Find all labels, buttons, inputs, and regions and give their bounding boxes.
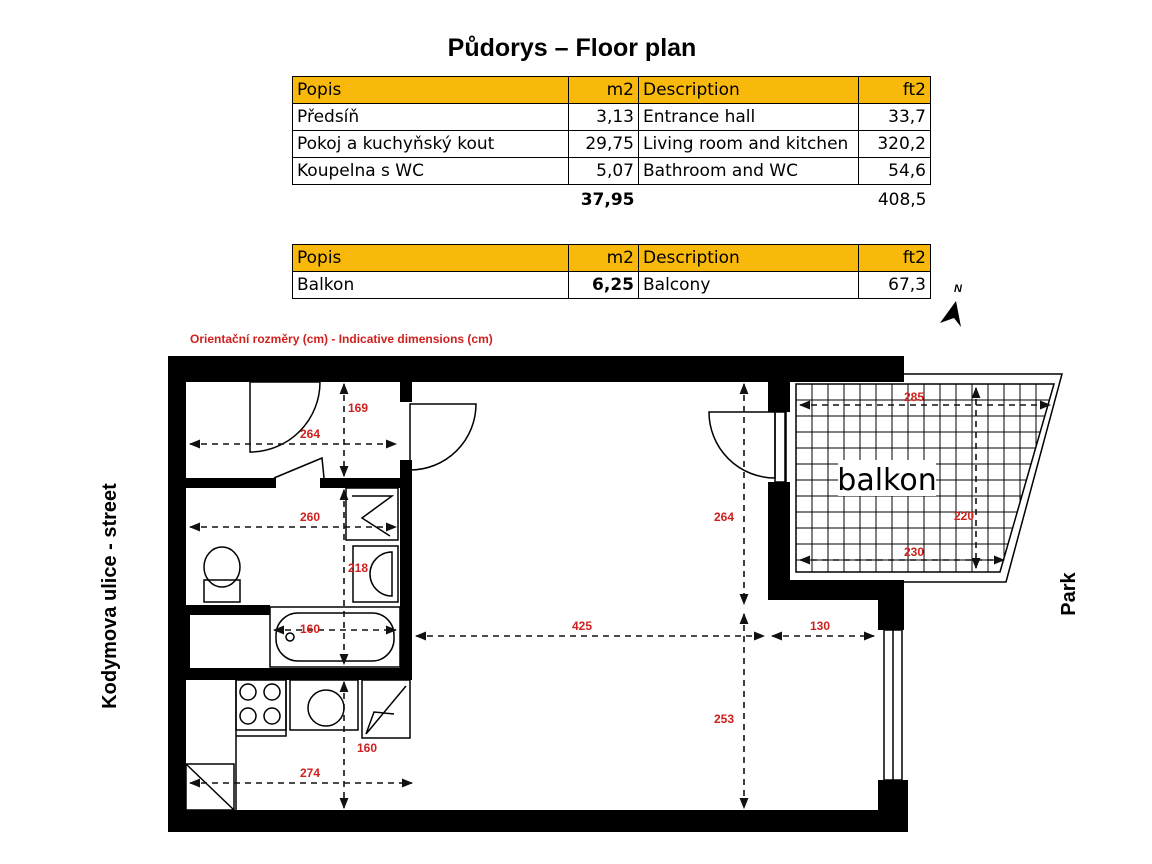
north-arrow	[940, 283, 963, 327]
doors	[250, 382, 775, 478]
cell-description: Entrance hall	[639, 104, 859, 131]
header-description: Description	[639, 77, 859, 104]
cell-m2: 3,13	[569, 104, 639, 131]
dim-nook-width: 130	[809, 619, 831, 633]
header-m2: m2	[569, 77, 639, 104]
cell-popis: Koupelna s WC	[293, 158, 569, 185]
door-living	[410, 404, 476, 470]
cell-popis: Pokoj a kuchyňský kout	[293, 131, 569, 158]
bathtub	[270, 607, 400, 667]
cell-m2: 5,07	[569, 158, 639, 185]
park-label: Park	[1058, 572, 1080, 616]
cell-m2: 6,25	[569, 272, 639, 299]
dim-balcony-height: 220	[953, 509, 975, 523]
balcony-label: balkon	[837, 463, 937, 498]
cell-description: Balcony	[639, 272, 859, 299]
dim-living-height-top: 264	[713, 510, 735, 524]
cell-popis: Balkon	[293, 272, 569, 299]
sink	[290, 680, 358, 730]
dim-kitchen-width: 274	[299, 766, 321, 780]
dim-balcony-top: 285	[903, 390, 925, 404]
total-ft2: 408,5	[877, 190, 927, 210]
cell-description: Bathroom and WC	[639, 158, 859, 185]
cell-ft2: 320,2	[859, 131, 931, 158]
plan-subtitle: Orientační rozměry (cm) - Indicative dimensions (cm)	[190, 332, 493, 346]
boiler-icon	[352, 496, 392, 536]
dim-tub-width: 160	[299, 622, 321, 636]
dim-living-width: 425	[571, 619, 593, 633]
cell-ft2: 33,7	[859, 104, 931, 131]
header-description: Description	[639, 245, 859, 272]
dim-bathroom-width: 260	[299, 510, 321, 524]
header-ft2: ft2	[859, 245, 931, 272]
header-popis: Popis	[293, 77, 569, 104]
dim-bathroom-height: 218	[347, 561, 369, 575]
dim-kitchen-height: 160	[356, 741, 378, 755]
walls	[168, 356, 908, 832]
dim-hall-height: 169	[347, 401, 369, 415]
cell-ft2: 67,3	[859, 272, 931, 299]
header-m2: m2	[569, 245, 639, 272]
header-ft2: ft2	[859, 77, 931, 104]
dim-living-height-bottom: 253	[713, 712, 735, 726]
cell-popis: Předsíň	[293, 104, 569, 131]
cell-ft2: 54,6	[859, 158, 931, 185]
total-m2: 37,95	[580, 190, 635, 210]
cell-m2: 29,75	[569, 131, 639, 158]
dim-hall-width: 264	[299, 427, 321, 441]
door-bathroom	[274, 458, 324, 478]
page-title: Půdorys – Floor plan	[447, 34, 697, 62]
cell-description: Living room and kitchen	[639, 131, 859, 158]
toilet	[204, 580, 240, 602]
dim-balcony-bottom: 230	[903, 545, 925, 559]
door-entrance	[250, 382, 320, 452]
street-label: Kodymova ulice - street	[99, 483, 121, 709]
header-popis: Popis	[293, 245, 569, 272]
door-balcony	[709, 412, 775, 478]
toilet-bowl	[204, 547, 240, 587]
north-arrow-icon	[940, 301, 961, 327]
north-label: N	[954, 283, 962, 295]
